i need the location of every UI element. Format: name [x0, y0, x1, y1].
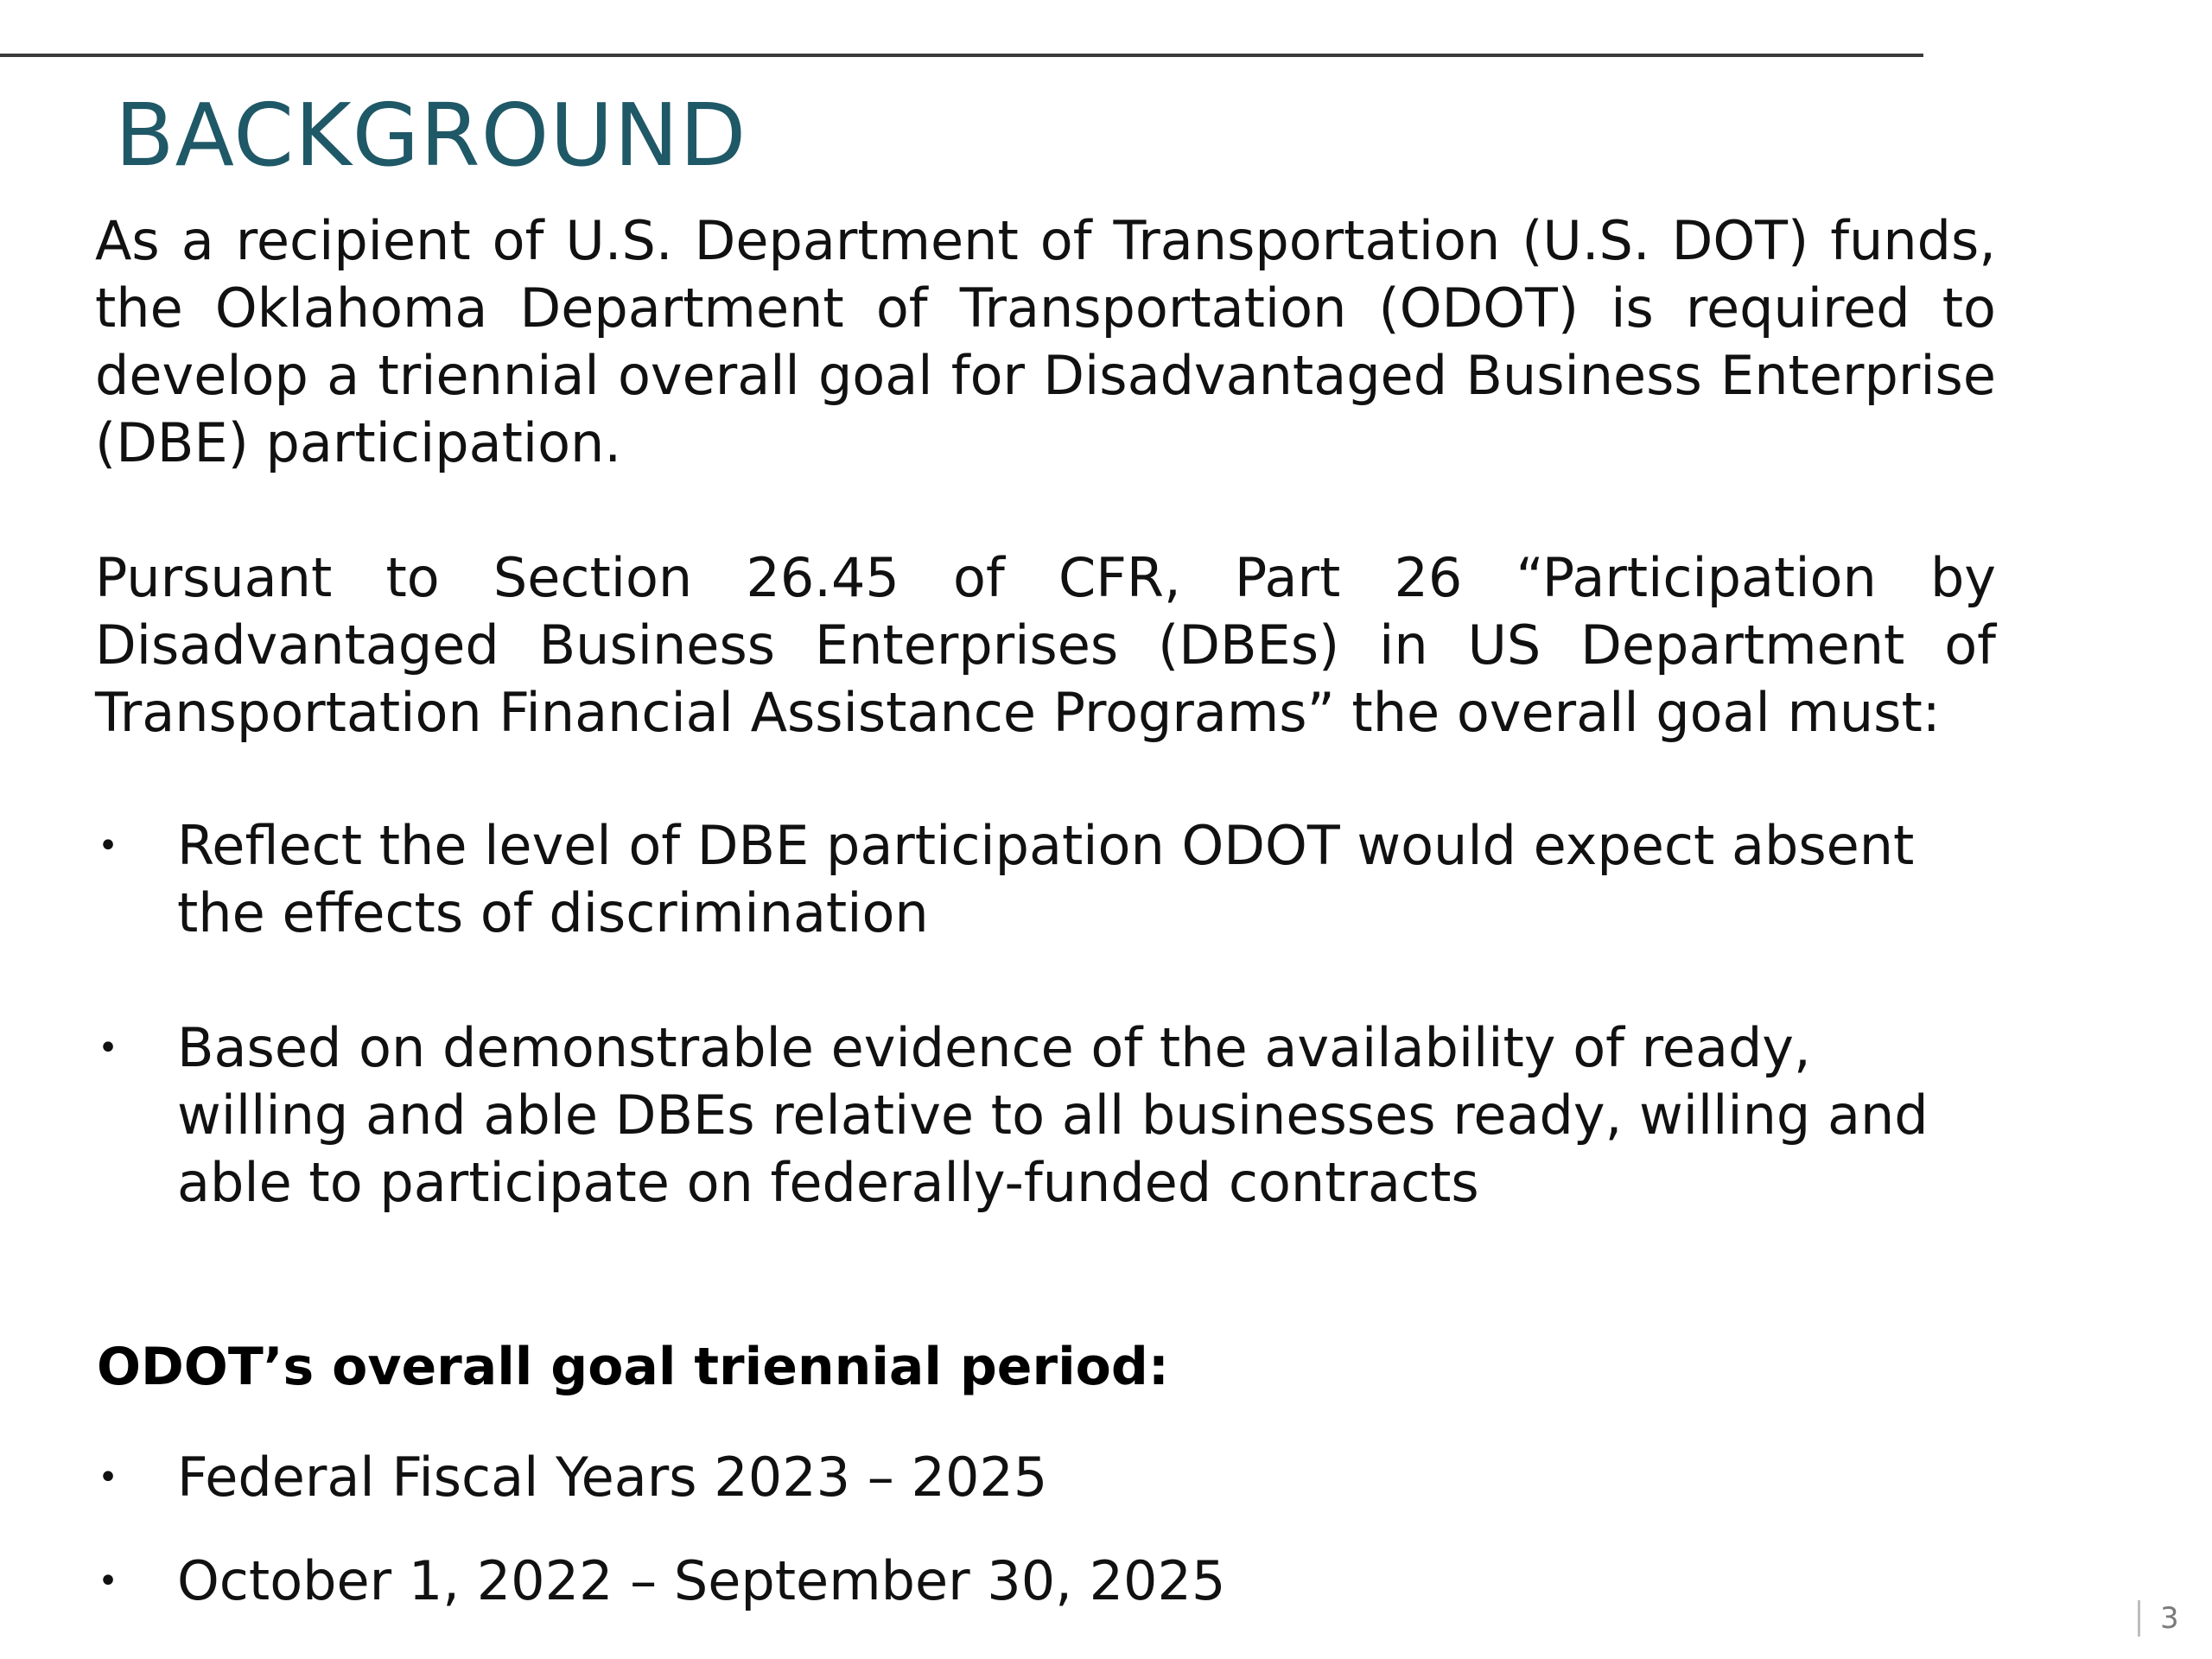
goal-period-text: October 1, 2022 – September 30, 2025 [177, 1549, 1226, 1612]
goal-heading: ODOT’s overall goal triennial period: [97, 1337, 1169, 1397]
page-number: 3 [2160, 1601, 2179, 1636]
bullet-icon: • [98, 1028, 118, 1068]
page-number-divider [2138, 1600, 2140, 1637]
list-item [95, 1439, 1996, 1516]
list-item [95, 1014, 1979, 1217]
intro-paragraph: As a recipient of U.S. Department of Transportation (U.S. DOT) funds, the Oklahoma Department of Transportation (ODOT) is required to develop a triennial overall goal for Disadvantaged Business Enterprise (DBE) participation. [95, 209, 1996, 474]
goal-period-list [95, 1439, 1996, 1620]
list-item [95, 812, 1979, 947]
bullet-icon: • [98, 826, 118, 866]
requirement-text: Reflect the level of DBE participation ODOT would expect absent the effects of discrimination [177, 814, 1915, 944]
requirement-text: Based on demonstrable evidence of the availability of ready, willing and able DBEs relative to all businesses ready, willing and able to participate on federally-funded contracts [177, 1016, 1929, 1214]
bullet-icon: • [98, 1458, 118, 1497]
top-divider-line [0, 54, 1923, 57]
list-item [95, 1542, 1996, 1620]
bullet-icon: • [98, 1561, 118, 1601]
slide-title: BACKGROUND [115, 85, 747, 186]
goal-period-text: Federal Fiscal Years 2023 – 2025 [177, 1446, 1048, 1509]
regulation-paragraph: Pursuant to Section 26.45 of CFR, Part 26 “Participation by Disadvantaged Business Enterprises (DBEs) in US Department of Transportation Financial Assistance Programs” the overall goal must: [95, 546, 1996, 744]
requirements-list [95, 812, 1979, 1217]
